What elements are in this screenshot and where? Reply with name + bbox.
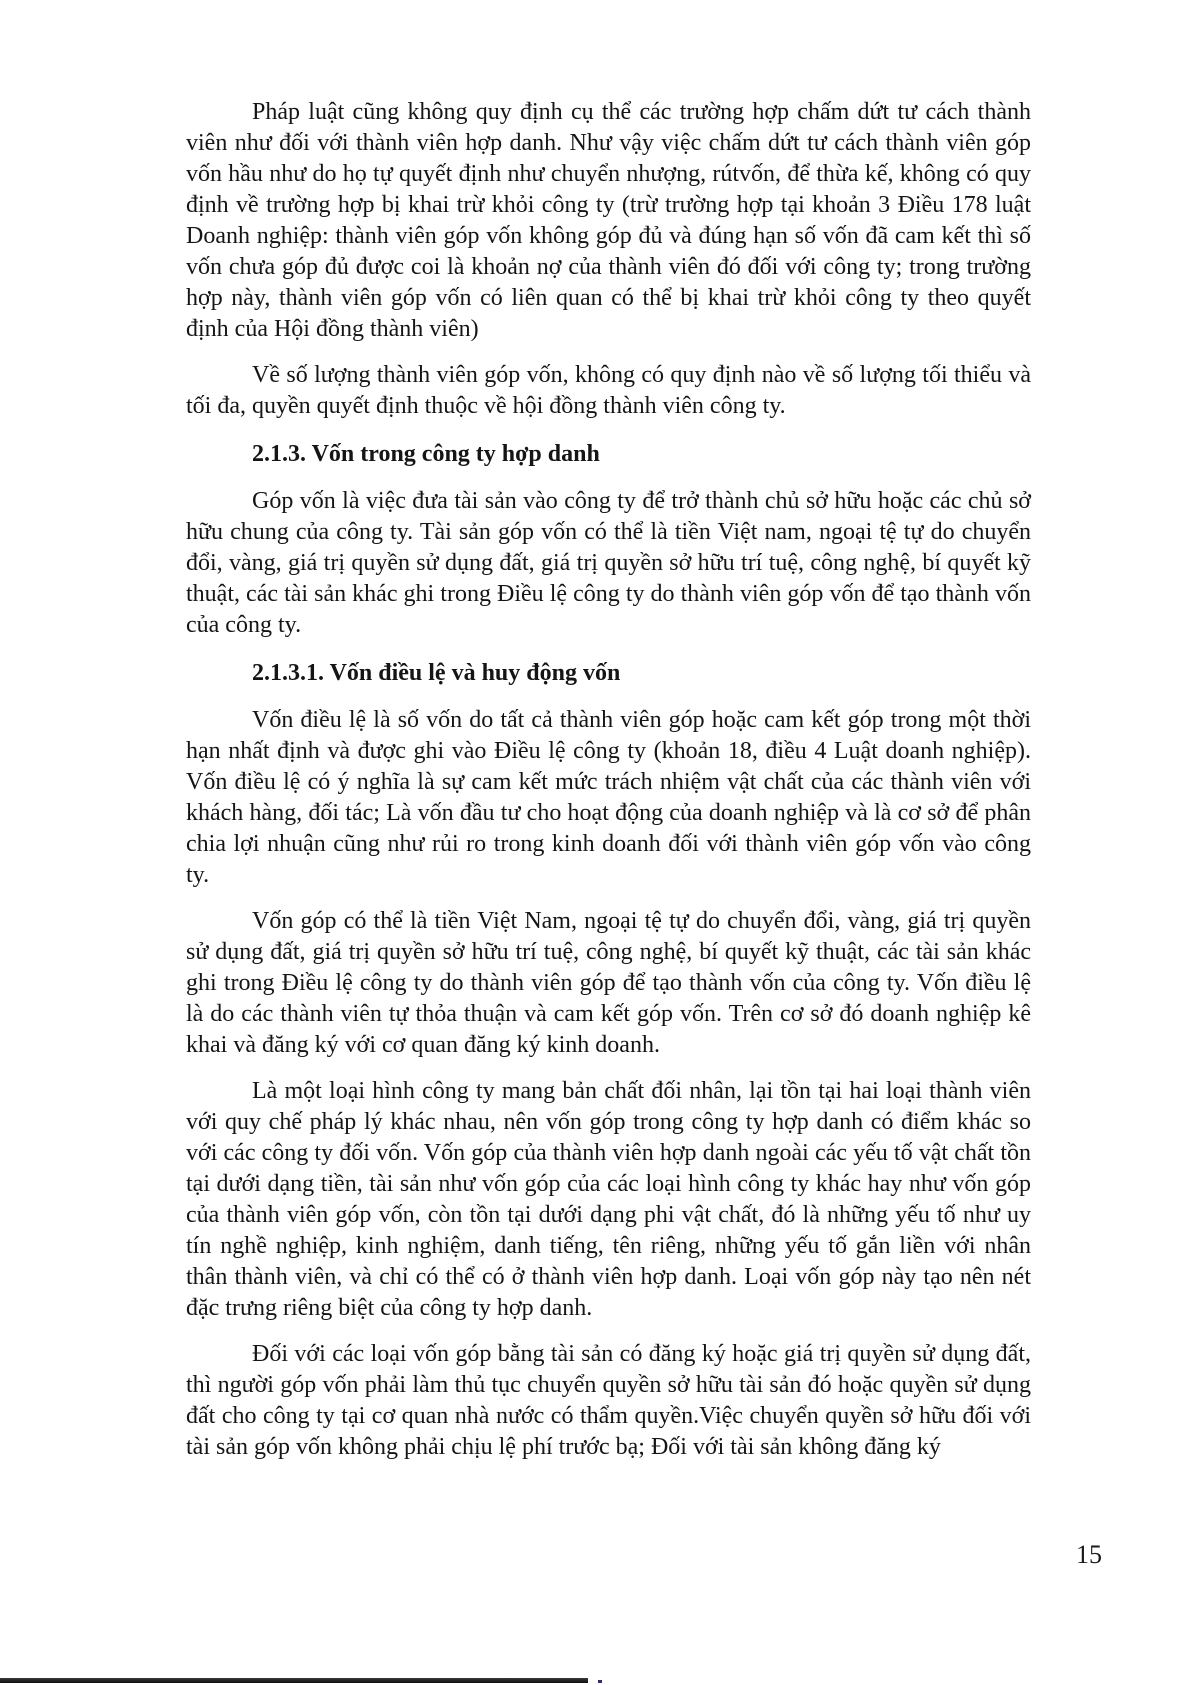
- paragraph: Vốn điều lệ là số vốn do tất cả thành viên góp hoặc cam kết góp trong một thời hạn nhất định và được ghi vào Điều lệ công ty (khoản 18, điều 4 Luật doanh nghiệp). Vốn điều lệ có ý nghĩa là sự cam kết mức trách nhiệm vật chất của các thành viên với khách hàng, đối tác; Là vốn đầu tư cho hoạt động của doanh nghiệp và là cơ sở để phân chia lợi nhuận cũng như rủi ro trong kinh doanh đối với thành viên góp vốn vào công ty.: [186, 707, 1031, 888]
- scan-artifact-dot: [598, 1680, 602, 1683]
- paragraph: Là một loại hình công ty mang bản chất đối nhân, lại tồn tại hai loại thành viên với quy chế pháp lý khác nhau, nên vốn góp trong công ty hợp danh có điểm khác so với các công ty đối vốn. Vốn góp của thành viên hợp danh ngoài các yếu tố vật chất tồn tại dưới dạng tiền, tài sản như vốn góp của các loại hình công ty khác hay như vốn góp của thành viên góp vốn, còn tồn tại dưới dạng phi vật chất, đó là những yếu tố như uy tín nghề nghiệp, kinh nghiệm, danh tiếng, tên riêng, những yếu tố gắn liền với nhân thân thành viên, và chỉ có thể có ở thành viên hợp danh. Loại vốn góp này tạo nên nét đặc trưng riêng biệt của công ty hợp danh.: [186, 1078, 1031, 1321]
- paragraph: Đối với các loại vốn góp bằng tài sản có đăng ký hoặc giá trị quyền sử dụng đất, thì người góp vốn phải làm thủ tục chuyển quyền sở hữu tài sản đó hoặc quyền sử dụng đất cho công ty tại cơ quan nhà nước có thẩm quyền.Việc chuyển quyền sở hữu đối với tài sản góp vốn không phải chịu lệ phí trước bạ; Đối với tài sản không đăng ký: [186, 1341, 1031, 1460]
- page-number: 15: [1076, 1540, 1102, 1569]
- bottom-rule-divider: [0, 1678, 588, 1683]
- paragraph: Về số lượng thành viên góp vốn, không có quy định nào về số lượng tối thiểu và tối đa, quyền quyết định thuộc về hội đồng thành viên công ty.: [186, 362, 1031, 419]
- paragraph: Góp vốn là việc đưa tài sản vào công ty để trở thành chủ sở hữu hoặc các chủ sở hữu chung của công ty. Tài sản góp vốn có thể là tiền Việt nam, ngoại tệ tự do chuyển đổi, vàng, giá trị quyền sử dụng đất, giá trị quyền sở hữu trí tuệ, công nghệ, bí quyết kỹ thuật, các tài sản khác ghi trong Điều lệ công ty do thành viên góp vốn để tạo thành vốn của công ty.: [186, 488, 1031, 638]
- subsection-heading: 2.1.3.1. Vốn điều lệ và huy động vốn: [252, 660, 621, 686]
- section-heading: 2.1.3. Vốn trong công ty hợp danh: [252, 441, 600, 467]
- paragraph: Vốn góp có thể là tiền Việt Nam, ngoại tệ tự do chuyển đổi, vàng, giá trị quyền sử dụng đất, giá trị quyền sở hữu trí tuệ, công nghệ, bí quyết kỹ thuật, các tài sản khác ghi trong Điều lệ công ty do thành viên góp để tạo thành vốn của công ty. Vốn điều lệ là do các thành viên tự thỏa thuận và cam kết góp vốn. Trên cơ sở đó doanh nghiệp kê khai và đăng ký với cơ quan đăng ký kinh doanh.: [186, 908, 1031, 1058]
- paragraph: Pháp luật cũng không quy định cụ thể các trường hợp chấm dứt tư cách thành viên như đối với thành viên hợp danh. Như vậy việc chấm dứt tư cách thành viên góp vốn hầu như do họ tự quyết định như chuyển nhượng, rútvốn, để thừa kế, không có quy định về trường hợp bị khai trừ khỏi công ty (trừ trường hợp tại khoản 3 Điều 178 luật Doanh nghiệp: thành viên góp vốn không góp đủ và đúng hạn số vốn đã cam kết thì số vốn chưa góp đủ được coi là khoản nợ của thành viên đó đối với công ty; trong trường hợp này, thành viên góp vốn có liên quan có thể bị khai trừ khỏi công ty theo quyết định của Hội đồng thành viên): [186, 99, 1031, 342]
- text-block: [186, 97, 1031, 1478]
